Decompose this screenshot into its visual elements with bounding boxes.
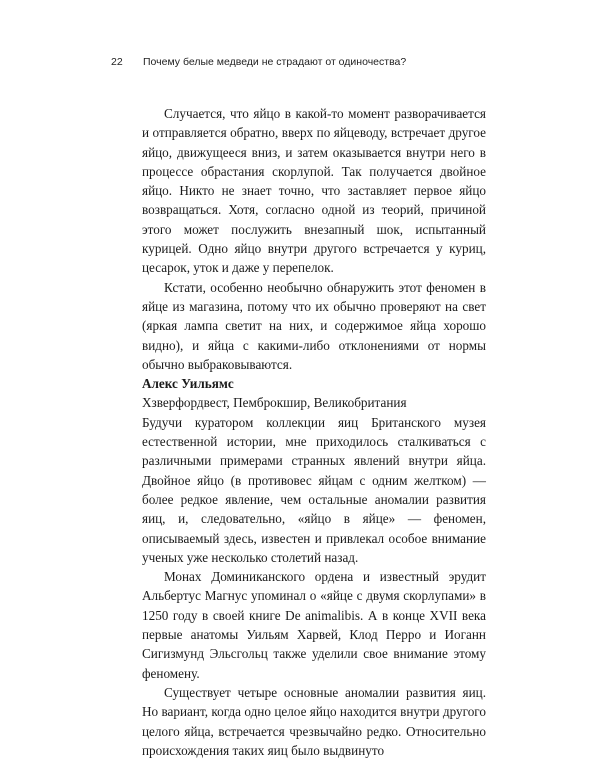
page-number: 22 — [111, 56, 123, 68]
paragraph-1: Случается, что яйцо в какой-то момент разворачивается и отправляется обратно, вверх по яйцеводу, встречает другое яйцо, движущееся вниз, и затем оказывается внутри него в процессе обрастания скорлупой. Так получается двойное яйцо. Никто не знает точно, что заставляет первое яйцо возвращаться. Хотя, согласно одной из теорий, причиной этого может послужить внезапный шок, испытанный курицей. Одно яйцо внутри другого встречается у куриц, цесарок, уток и даже у перепелок. — [142, 106, 486, 276]
author-name: Алекс Уильямс — [142, 376, 234, 392]
paragraph-4: Монах Доминиканского ордена и известный эрудит Альбертус Магнус упоминал о «яйце с двумя скорлупами» в 1250 году в своей книге De animalibis. А в конце XVII века первые анатомы Уильям Харвей, Клод Перро и Иоганн Сигизмунд Эльсгольц также уделили свое внимание этому феномену. — [142, 569, 486, 681]
paragraph-5: Существует четыре основные аномалии развития яиц. Но вариант, когда одно целое яйцо находится внутри другого целого яйца, встречается чрезвычайно редко. Относительно происхождения таких яиц было выдвинуто — [142, 684, 486, 758]
page-body — [142, 104, 486, 760]
author-location: Хзверфордвест, Пемброкшир, Великобритания — [142, 395, 407, 411]
running-header — [111, 56, 540, 68]
paragraph-2: Кстати, особенно необычно обнаружить этот феномен в яйце из магазина, потому что их обычно проверяют на свет (яркая лампа светит на них, и содержимое яйца хорошо видно), и яйца с какими-либо отклонениями от нормы обычно выбраковываются. — [142, 279, 486, 372]
paragraph-3: Будучи куратором коллекции яиц Британского музея естественной истории, мне приходилось сталкиваться с различными примерами странных явлений внутри яйца. Двойное яйцо (в противовес яйцам с одним желтком) — более редкое явление, чем остальные аномалии развития яиц, и, следовательно, «яйцо в яйце» — феномен, описываемый здесь, известен и привлекал особое внимание ученых уже несколько столетий назад. — [142, 414, 486, 565]
running-title: Почему белые медведи не страдают от одиночества? — [143, 56, 407, 68]
